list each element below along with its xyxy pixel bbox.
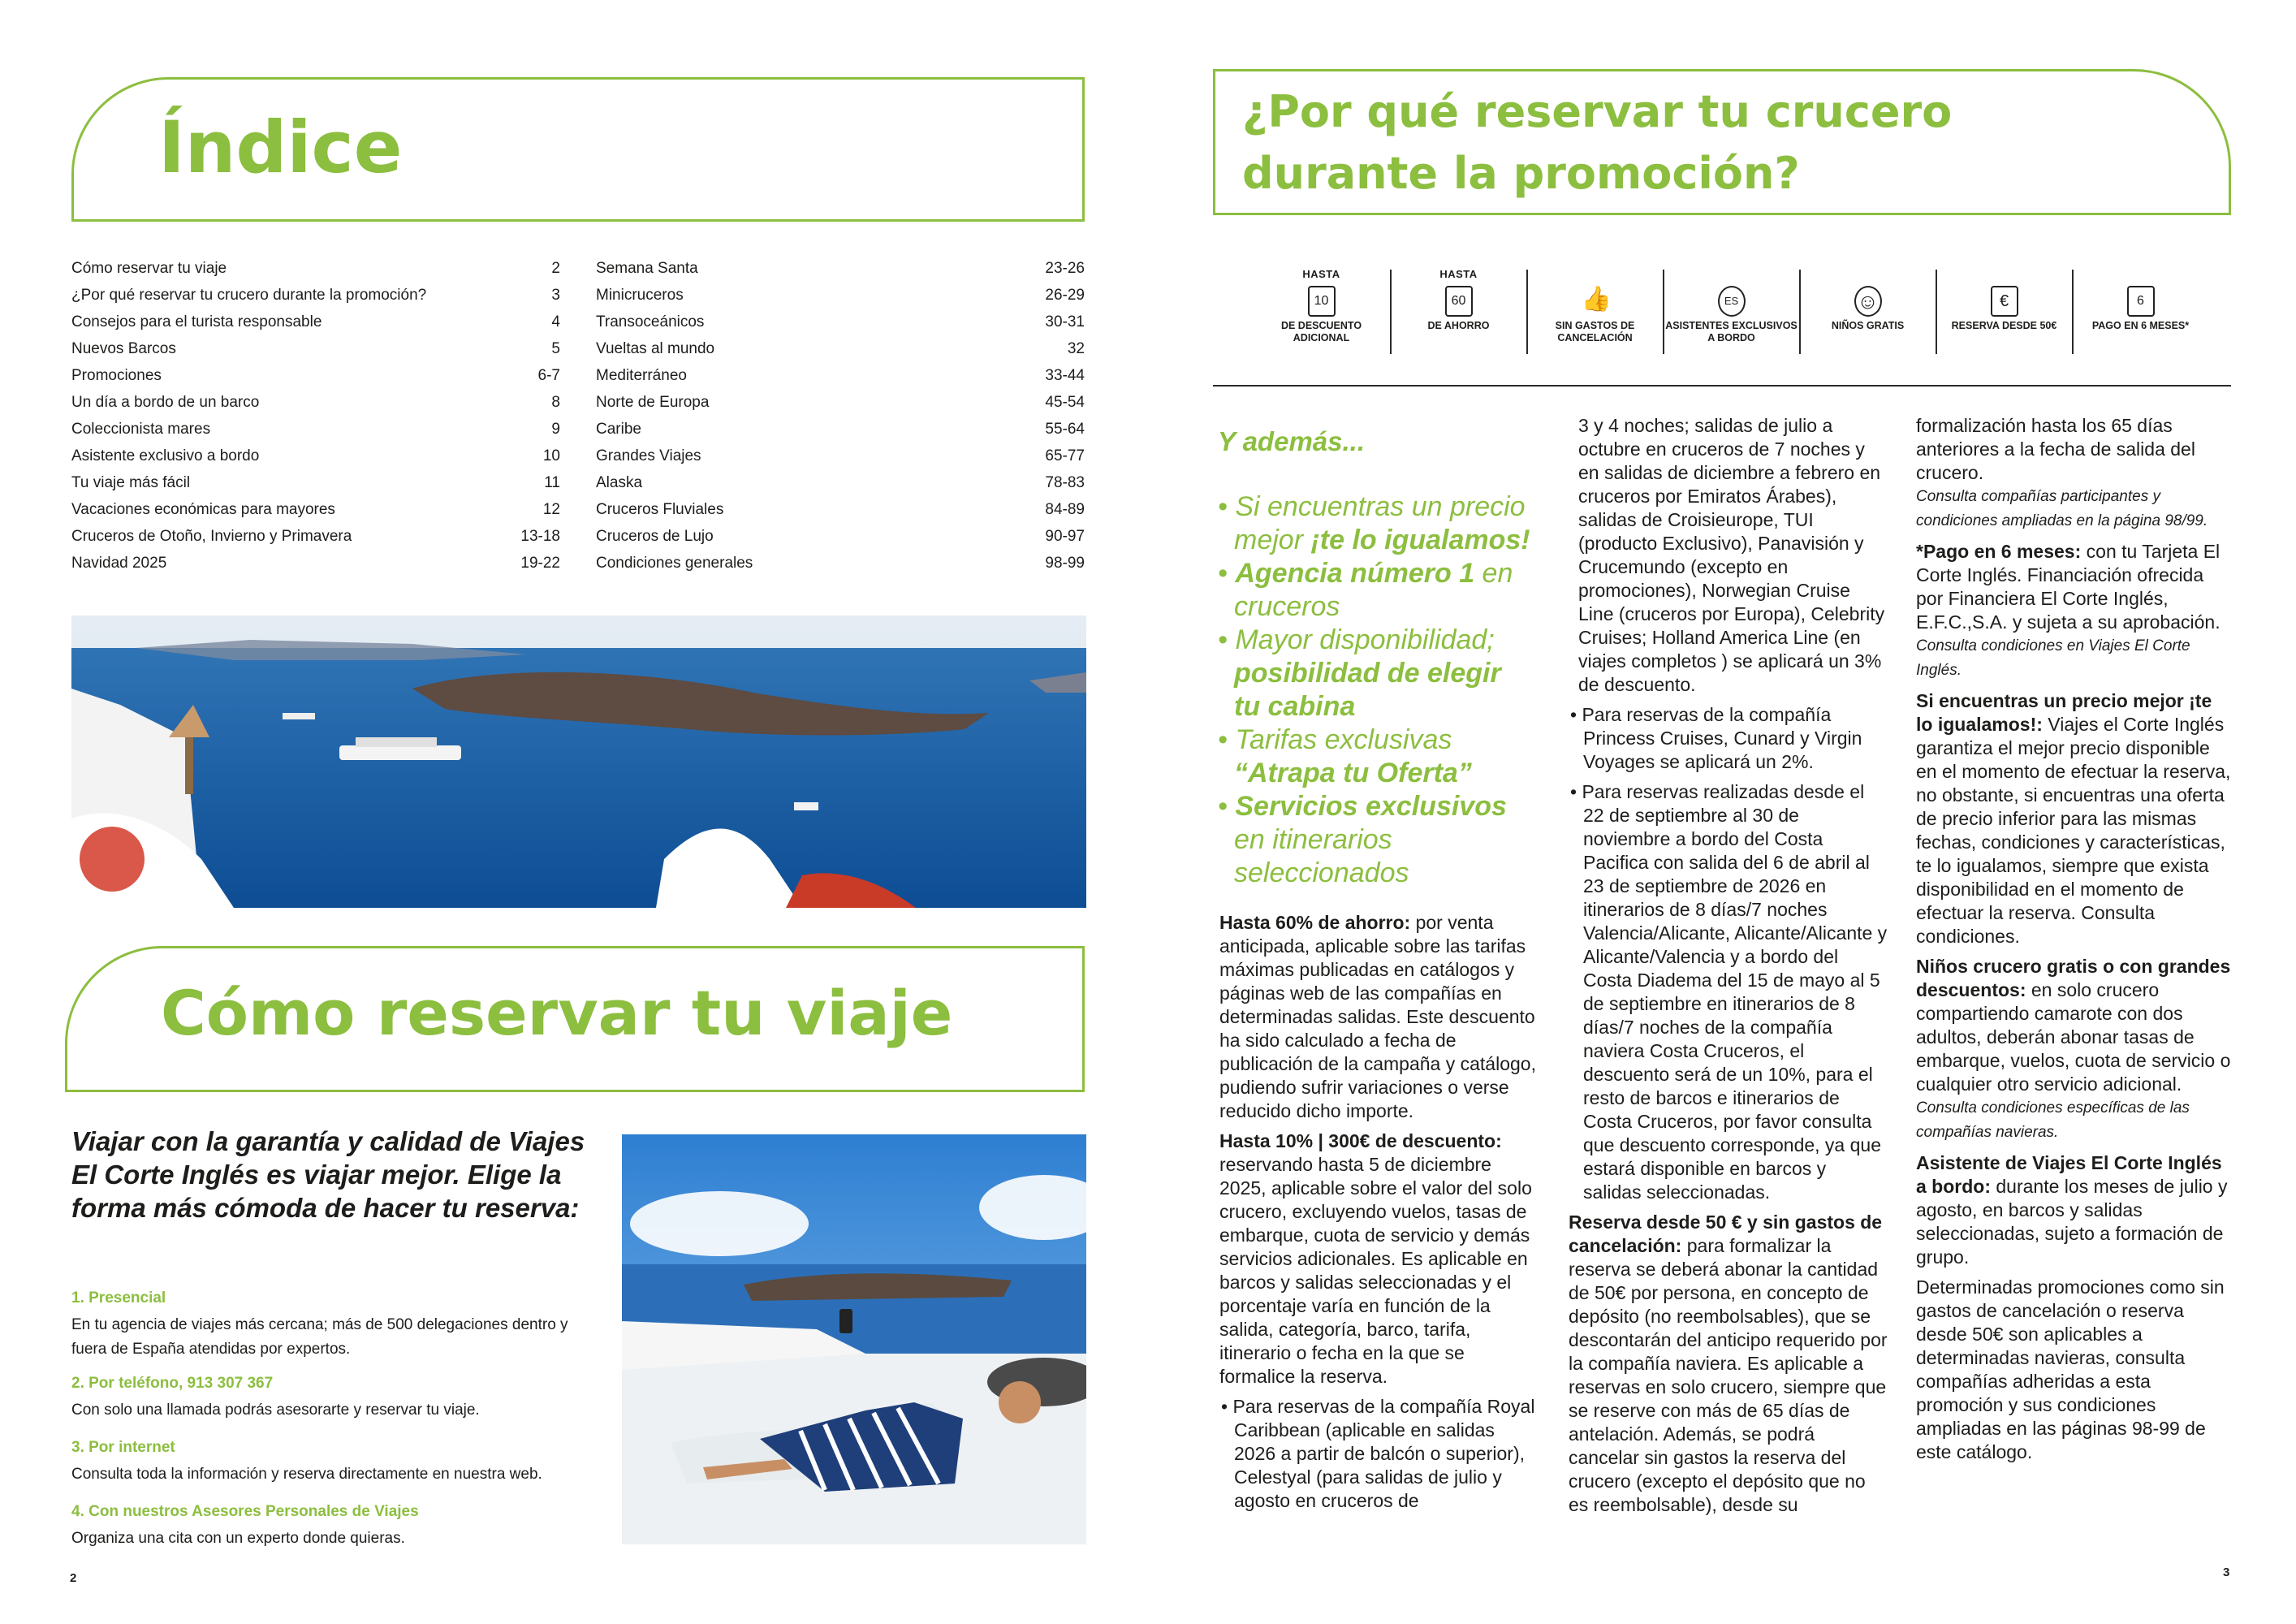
calendar-icon: 6 PAGO EN 6 MESES*	[2074, 268, 2208, 357]
assistant-icon: ES ASISTENTES EXCLUSIVOS A BORDO	[1664, 268, 1798, 357]
conditions-col-3	[1916, 414, 2233, 1471]
index-row[interactable]: Semana Santa 23-26	[596, 260, 1085, 277]
price-match-paragraph: Si encuentras un precio mejor ¡te lo igualamos!: Viajes el Corte Inglés garantiza el mejor precio disponible en el momento de efectuar la reserva, no obstante, si encuentras una oferta de precio inferior para las mismas fechas, condiciones y características, te lo igualamos, siempre que exista disponibilidad en el momento de efectuar la reserva. Consulta condiciones.	[1916, 690, 2231, 947]
intro-text: Viajar con la garantía y calidad de Viajes El Corte Inglés es viajar mejor. Elige la forma más cómoda de hacer tu reserva:	[71, 1126, 585, 1223]
conditions-col-2	[1569, 414, 1889, 1523]
icons-divider-line	[1213, 385, 2231, 387]
discount-paragraph: Hasta 10% | 300€ de descuento: reservando hasta 5 de diciembre 2025, aplicable sobre el valor del solo crucero, excluyendo vuelos, tasas de embarque, cuota de servicio y demás servicios adicionales. Es aplicable en barcos y salidas seleccionadas y el porcentaje varía en función de la salida, categoría, barco, tarifa, itinerario o fecha en la que se formalice la reserva.	[1219, 1130, 1532, 1387]
promo-title-line2: durante la promoción?	[1242, 148, 1800, 199]
col2-continuation: 3 y 4 noches; salidas de julio a octubre en cruceros de 7 noches y en salidas de diciembre a febrero en cruceros por Emiratos Árabes), salidas de Croisieurope, TUI (producto Exclusivo), Panavisión y Crucemundo (excepto en promociones), Norwegian Cruise Line (cruceros por Europa), Celebrity Cruises; Holland America Line (en viajes completos ) se aplicará un 3% de descuento.	[1578, 415, 1885, 695]
index-row[interactable]: Cruceros de Lujo 90-97	[596, 528, 1085, 545]
how-title: Cómo reservar tu viaje	[161, 977, 953, 1049]
index-row[interactable]: Cómo reservar tu viaje 2	[71, 260, 560, 277]
index-row[interactable]: ¿Por qué reservar tu crucero durante la promoción? 3	[71, 287, 560, 304]
traveler-illustration	[622, 1134, 1086, 1544]
index-row[interactable]: Cruceros de Otoño, Invierno y Primavera 13-18	[71, 528, 560, 545]
col3-note-3: Consulta condiciones específicas de las compañías navieras.	[1916, 1099, 2190, 1141]
page-number-right: 3	[2223, 1566, 2230, 1579]
index-row[interactable]: Un día a bordo de un barco 8	[71, 394, 560, 411]
method-1-title: 1. Presencial	[71, 1289, 166, 1307]
col3-continuation: formalización hasta los 65 días anteriores a la fecha de salida del crucero.	[1916, 415, 2195, 483]
index-row[interactable]: Promociones 6-7	[71, 367, 560, 384]
index-row[interactable]: Consejos para el turista responsable 4	[71, 313, 560, 330]
kids-paragraph: Niños crucero gratis o con grandes descuentos: en solo crucero compartiendo camarote con dos adultos, deberán abonar tasas de embarque, vuelos, cuota de servicio o cualquier otro servicio adicional.	[1916, 956, 2231, 1095]
costa-bullet: • Para reservas realizadas desde el 22 de septiembre al 30 de noviembre a bordo del Costa Pacifica con salida del 6 de abril al 23 de septiembre de 2026 en itinerarios de 8 días/7 noches Valencia/Alicante, Alicante/Alicante y Alicante/Valencia y a bordo del Costa Diadema del 15 de mayo al 5 de septiembre en itinerarios de 8 días/7 noches de la compañía naviera Costa Cruceros, el descuento será de un 10%, para el resto de barcos e itinerarios de Costa Cruceros, por favor consulta que descuento corresponde, ya que estará disponible en barcos y salidas seleccionadas.	[1570, 781, 1888, 1203]
money-icon: € RESERVA DESDE 50€	[1937, 268, 2071, 357]
promo-title-line1: ¿Por qué reservar tu crucero	[1242, 86, 1953, 137]
savings-icon: HASTA 60 DE AHORRO	[1427, 268, 1490, 331]
santorini-illustration	[71, 615, 1086, 908]
method-1-text: En tu agencia de viajes más cercana; más de 500 delegaciones dentro y fuera de España atendidas por expertos.	[71, 1316, 568, 1358]
index-title: Índice	[158, 106, 403, 189]
index-row[interactable]: Minicruceros 26-29	[596, 287, 1085, 304]
index-row[interactable]: Asistente exclusivo a bordo 10	[71, 447, 560, 464]
deposit-paragraph: Reserva desde 50 € y sin gastos de cancelación: para formalizar la reserva se deberá abonar la cantidad de 50€ por persona, en concepto de depósito (no reembolsables), que se descontarán del anticipo requerido por la compañía naviera. Es aplicable a reservas en solo crucero, siempre que se reserve con más de 65 días de antelación. Además, se podrá cancelar sin gastos la reserva del crucero (excepto el depósito que no es reembolsable), desde su	[1569, 1212, 1888, 1515]
method-3-title: 3. Por internet	[71, 1439, 175, 1456]
method-3-text: Consulta toda la información y reserva directamente en nuestra web.	[71, 1466, 542, 1483]
method-2-text: Con solo una llamada podrás asesorarte y reservar tu viaje.	[71, 1402, 480, 1419]
index-row[interactable]: Cruceros Fluviales 84-89	[596, 501, 1085, 518]
ademas-list: • Si encuentras un precio mejor ¡te lo igualamos! • Agencia número 1 en cruceros • Mayor disponibilidad; posibilidad de elegir tu cabina • Tarifas exclusivas “Atrapa tu Oferta” • Servicios exclusivos en itinerarios seleccionados	[1218, 491, 1530, 888]
child-icon: ☺ NIÑOS GRATIS	[1801, 268, 1935, 357]
index-table-left	[71, 255, 560, 580]
index-row[interactable]: Alaska 78-83	[596, 474, 1085, 491]
index-row[interactable]: Nuevos Barcos 5	[71, 340, 560, 357]
promotions-paragraph: Determinadas promociones como sin gastos de cancelación o reserva desde 50€ son aplicables a determinadas navieras, consulta compañías adheridas a esta promoción y sus condiciones ampliadas en las páginas 98-99 de este catálogo.	[1916, 1276, 2225, 1462]
index-row[interactable]: Condiciones generales 98-99	[596, 555, 1085, 572]
col3-note-2: Consulta condiciones en Viajes El Corte Inglés.	[1916, 637, 2190, 679]
index-row[interactable]: Mediterráneo 33-44	[596, 367, 1085, 384]
royal-caribbean-bullet: • Para reservas de la compañía Royal Caribbean (aplicable en salidas 2026 a partir de balcón o superior), Celestyal (para salidas de julio y agosto en cruceros de	[1221, 1396, 1535, 1511]
thumbs-up-icon: 👍 SIN GASTOS DE CANCELACIÓN	[1555, 286, 1635, 343]
index-row[interactable]: Navidad 2025 19-22	[71, 555, 560, 572]
index-row[interactable]: Coleccionista mares 9	[71, 421, 560, 438]
index-row[interactable]: Caribe 55-64	[596, 421, 1085, 438]
princess-bullet: • Para reservas de la compañía Princess Cruises, Cunard y Virgin Voyages se aplicará un 2%.	[1570, 704, 1862, 772]
index-row[interactable]: Vueltas al mundo 32	[596, 340, 1085, 357]
index-row[interactable]: Norte de Europa 45-54	[596, 394, 1085, 411]
traveler-photo	[622, 1134, 1086, 1544]
index-row[interactable]: Grandes Viajes 65-77	[596, 447, 1085, 464]
discount-icon: HASTA 10 DE DESCUENTO ADICIONAL	[1280, 268, 1362, 343]
conditions-col-1	[1219, 911, 1538, 1519]
payment-paragraph: *Pago en 6 meses: con tu Tarjeta El Corte Inglés. Financiación ofrecida por Financiera El Corte Inglés, E.F.C.,S.A. y sujeta a su aprobación.	[1916, 541, 2220, 633]
method-2-title[interactable]: 2. Por teléfono, 913 307 367	[71, 1375, 274, 1392]
savings-paragraph: Hasta 60% de ahorro: por venta anticipada, aplicable sobre las tarifas máximas publicadas en catálogos y páginas web de las compañías en determinadas salidas. Este descuento ha sido calculado a fecha de publicación de la campaña y catálogo, pudiendo sufrir variaciones o verse reducido dicho importe.	[1219, 912, 1536, 1121]
santorini-photo	[71, 615, 1086, 908]
index-row[interactable]: Transoceánicos 30-31	[596, 313, 1085, 330]
ademas-heading: Y además...	[1218, 426, 1366, 456]
method-4-text: Organiza una cita con un experto donde quieras.	[71, 1530, 405, 1547]
page-number-left: 2	[70, 1571, 77, 1585]
index-row[interactable]: Vacaciones económicas para mayores 12	[71, 501, 560, 518]
index-table-right	[596, 255, 1085, 580]
index-row[interactable]: Tu viaje más fácil 11	[71, 474, 560, 491]
assistant-paragraph: Asistente de Viajes El Corte Inglés a bordo: durante los meses de julio y agosto, en barcos y salidas seleccionadas, sujeto a formación de grupo.	[1916, 1152, 2228, 1268]
col3-note-1: Consulta compañías participantes y condiciones ampliadas en la página 98/99.	[1916, 488, 2208, 529]
method-4-title: 4. Con nuestros Asesores Personales de Viajes	[71, 1503, 419, 1520]
